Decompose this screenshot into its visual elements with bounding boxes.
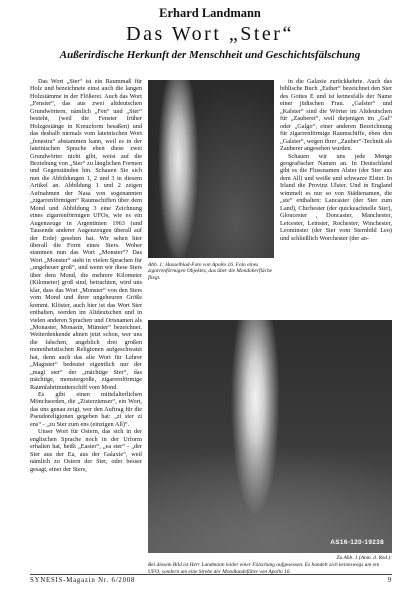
lunar-strut-photo	[148, 320, 392, 553]
editor-note-label: Zu Abb. 1 (Anm. d. Red.):	[336, 555, 392, 561]
body-paragraph: Unser Wort für Ostern, das sich in der englischen Sprache noch in der Urform erhalten hat, heißt „Easter“, „ea ster“ - „der Ster aus der Ea, aus der Galaxie“, weil nämlich zu Ostern der Ster, oder besser gesagt, einer der Sters,	[30, 428, 142, 473]
article-author: Erhard Landmann	[159, 6, 261, 20]
photo-id-label: AS16-120-19238	[330, 539, 384, 546]
photo-caption-bottom	[148, 555, 392, 575]
ufo-photo-apollo16	[148, 80, 274, 258]
page-footer	[30, 577, 392, 584]
left-text-column	[30, 78, 142, 566]
body-paragraph: Schauen wir uns jede Menge geografischer Namen an. In Deutschland gibt es die Flussnamen Alster (der Ster aus dem All) und weiße und schwarze Elster. In Irland die Provinz Ulster. Und in England wimmelt es nur so von Städtenamen, die „ste“ enthalten: Lancaster (der Ster zum Land), Chichester (der quickeachnelle Ster), Gloucester , Doncaster, Manchester, Leicester, Leinster, Rochester, Winchester, Leominster (der Ster vom Sternbild Leo) und schließlich Worchester (der an-	[280, 152, 392, 242]
body-paragraph: in die Galaxie zurückkehrte. Auch das biblische Buch „Esther“ bezeichnet den Ster des Gottes E und ist keinesfalls der Name einer jüdischen Frau. „Galster“ und „Kalster“ sind die Wörter im Altdeutschen für „Zauberei“, weil diejenigen im „Gal“ oder „Galgo“, einer anderen Bezeichnung für zigarrenförmige Raumschiffe, eben den „Galster“, wegen ihrer „Zauber“-Technik als Zauberer angesehen wurden.	[280, 78, 392, 153]
page-number: 9	[387, 577, 392, 584]
article-title: Das Wort „Ster“	[126, 23, 294, 45]
footer-divider	[30, 574, 392, 575]
magazine-name: SYNESIS-Magazin Nr. 6/2008	[30, 577, 136, 584]
body-paragraph: Es gibt einen mittelalterlichen Mönchsorden, die „Zisterzienser“, ein Wort, das uns genau zeigt, wer den Auftrag für die Pseudoreligionen gegeben hat: „zi ster zi ens“ - „zu Ster zum ens (einzigen All)“.	[30, 391, 142, 428]
photo-caption-top: Abb. 1: Hasselblad-Foto von Apollo 16. Foto eines zigarrenförmigen Objektes, das über die Mondoberfläche fliegt.	[148, 262, 273, 281]
article-subtitle: Außerirdische Herkunft der Menschheit und Geschichtsfälschung	[59, 49, 361, 61]
right-text-column	[280, 78, 392, 326]
body-paragraph: Das Wort „Ster“ ist ein Raummaß für Holz und bezeichnete einst auch die langen Holzstämme in der Flößerei. Auch das Wort „Fenster“, das aus zwei altdeutschen Grundwörtern, nämlich „Fen“ und „Ster“ besteht, (weil die Fenster früher Holzgestänge in Kreuzform besaßen) und das deshalb niemals vom lateinischen Wort „fenestra“ abstammen kann, weil es in der lateinischen Sprache eben diese zwei Grundwörter nicht gibt, weist auf die Beziehung von „Ster“ zu länglichen Formen und Gegenständen hin. Schauen Sie sich nun die Abbildungen 1, 2 und 3 in diesem Artikel an. Abbildung 1 und 2 zeigen Aufnahmen der Nasa von sogenannten „zigarrenförmigen“ Raumschiffen über dem Mond und Abbildung 3 eine Zeichnung eines zigarrenförmigen UFOs, wie es ein Augenzeuge in Argentinien 1963 (und Tausende anderer Augenzeugen überall auf der Erde) gesehen hat. Wir sehen hier überall die Form eines Sters. Woher stammen nun das Wort „Monster“? Das Wort „Monster“ steht in vielen Sprachen für „ungeheuer groß“, und wenn wir diese Sters über dem Mond, die mehrere Kilometer (Kilometer) groß sind, betrachten, wird uns klar, dass das Wort „Monster“ von den Sters vom Mond und ihrer ungeheuren Größe kommt. Klöster, auch hier ist das Wort Ster enthalten, werden im Altdeutschen und in vielen anderen Sprachen und Ortsnamen als „Monaster, Monastir, Münster“ bezeichnet. Weiterdenkende ahnen jetzt schon, wer uns die falschen, angeblich drei großen monotheistischen Religionen aufgeschwatzt hat, denn auch das alte Wort für Lehrer „Magister“ bedeutet eigentlich nur der „magi ster“ der „mächtige Ster“, das mächtige, monstergroße, zigarrenförmige Raumfahrtmutterschiff vom Mond.	[30, 78, 142, 391]
editor-note-text: Bei diesem Bild ist Herr Landmann leider einer Fälschung aufgesessen. Es handelt sich keineswegs um ein UFO, sondern um eine Strebe der Mondlandefähre von Apollo 16.	[148, 562, 380, 575]
